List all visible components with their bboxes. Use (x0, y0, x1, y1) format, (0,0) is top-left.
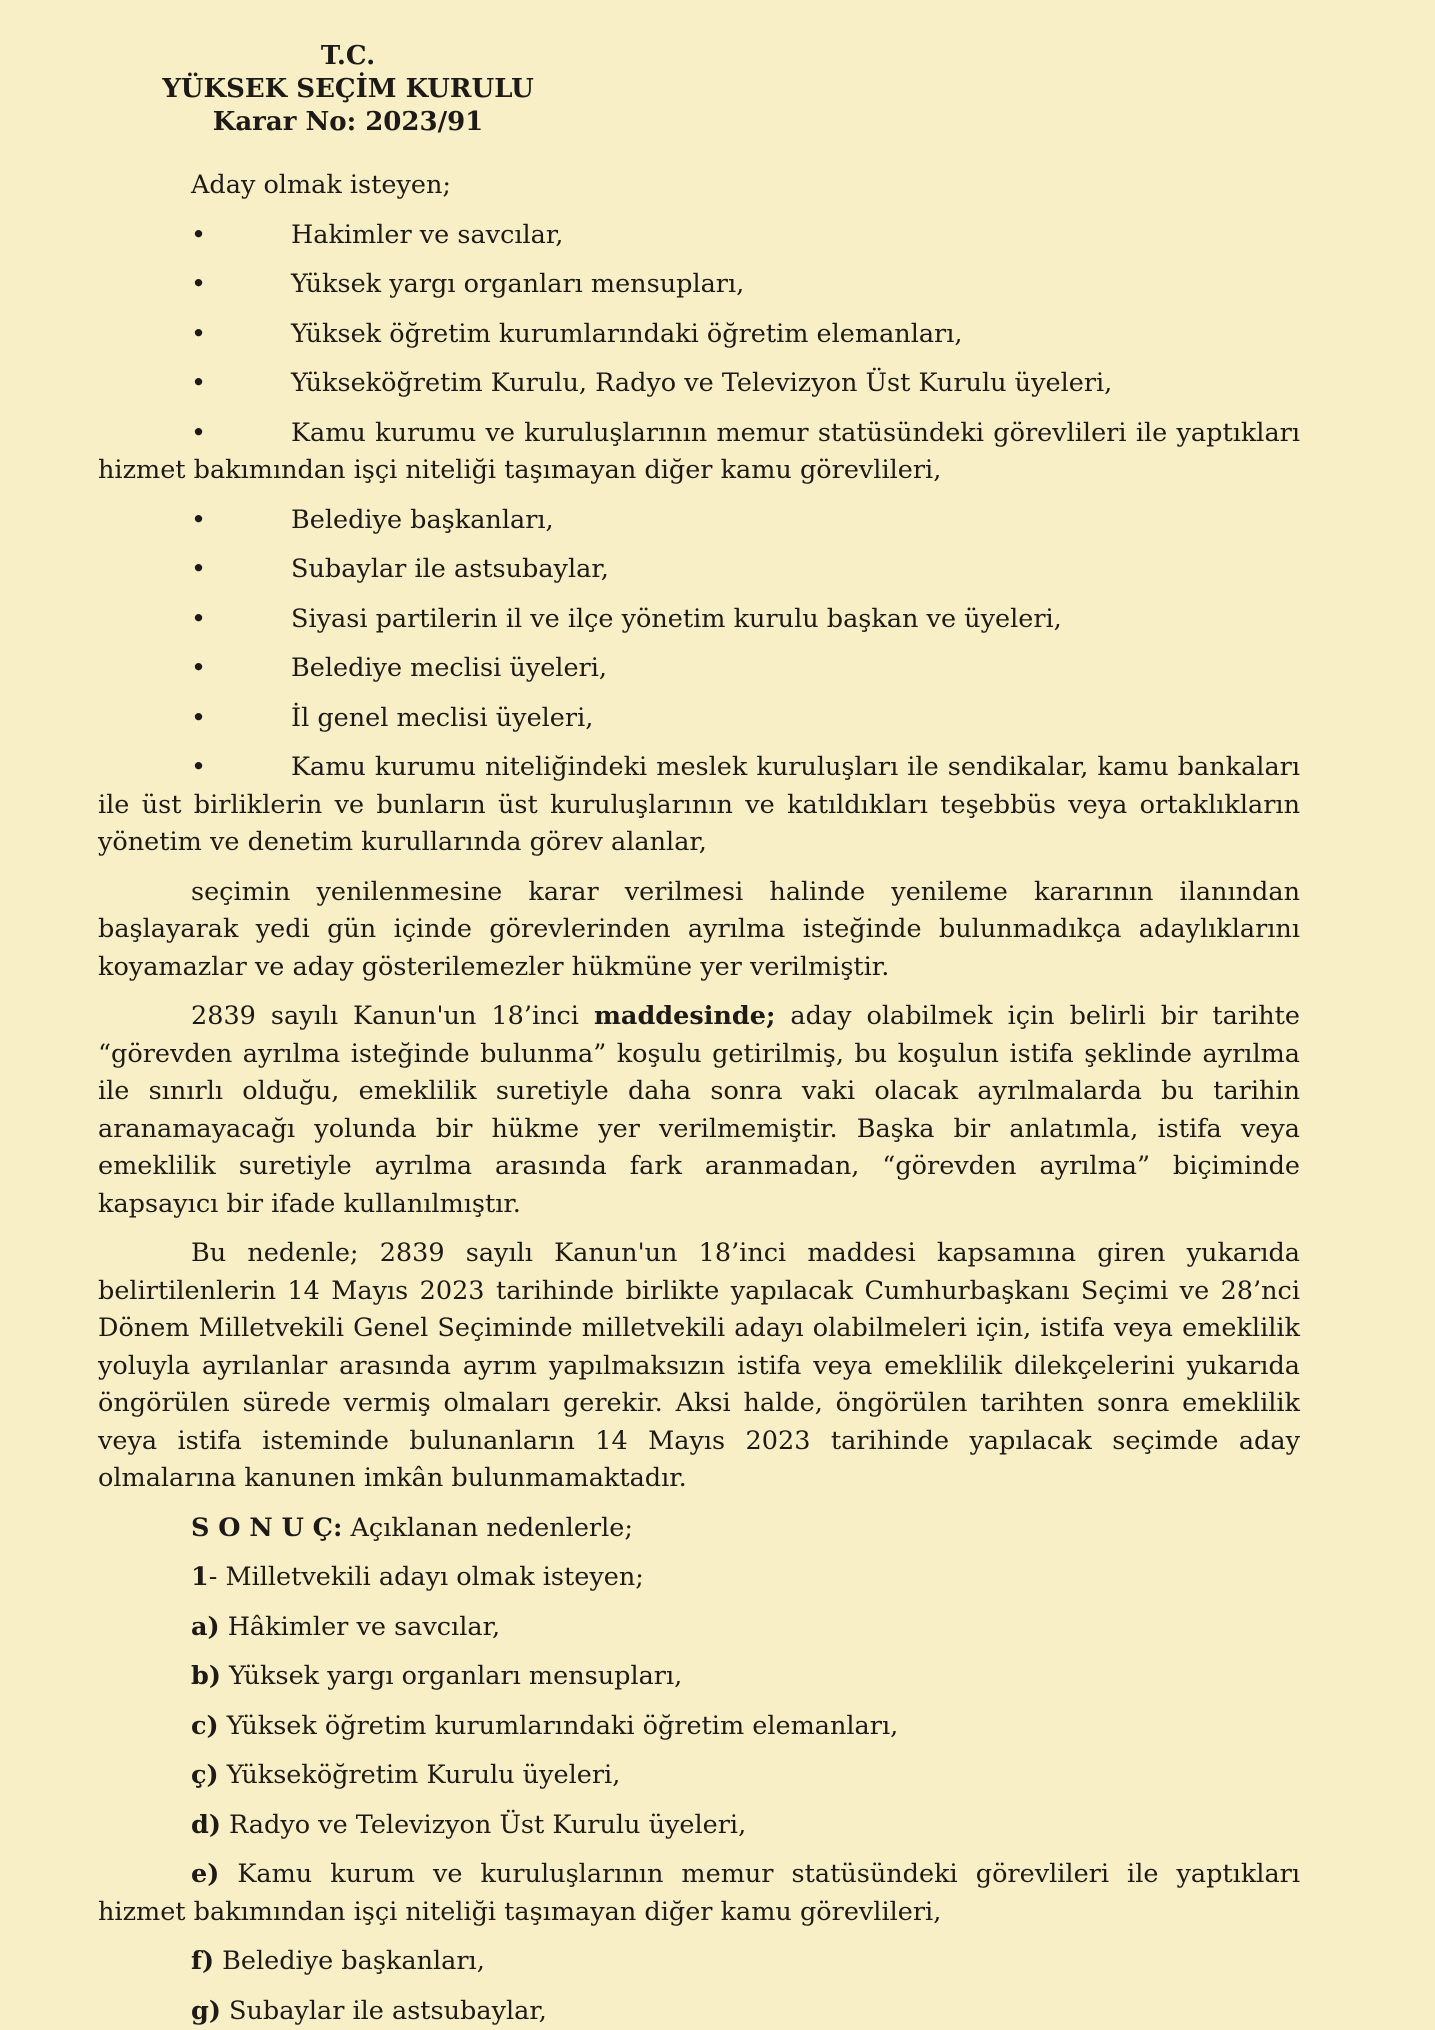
bullet-icon: • (98, 601, 291, 639)
bullet-item: • Yükseköğretim Kurulu, Radyo ve Televizyon Üst Kurulu üyeleri, (98, 365, 1300, 403)
conclusion-label: S O N U Ç: (191, 1513, 342, 1543)
bullet-item: • Subaylar ile astsubaylar, (98, 551, 1300, 589)
bullet-icon: • (98, 551, 291, 589)
sub-item: g) Subaylar ile astsubaylar, (98, 1993, 1300, 2030)
paragraph-law-article: 2839 sayılı Kanun'un 18’inci maddesinde; aday olabilmek için belirli bir tarihte “görevden ayrılma isteğinde bulunma” koşulu getirilmiş, bu koşulun istifa şeklinde ayrılma ile sınırlı olduğu, emeklilik suretiyle daha sonra vaki olacak ayrılmalarda bu tarihin aranamayacağı yolunda bir hükme yer verilmemiştir. Başka bir anlatımla, istifa veya emeklilik suretiyle ayrılma arasında fark aranmadan, “görevden ayrılma” biçiminde kapsayıcı bir ifade kullanılmıştır. (98, 998, 1300, 1223)
sub-item: c) Yüksek öğretim kurumlarındaki öğretim elemanları, (98, 1708, 1300, 1746)
sub-item: d) Radyo ve Televizyon Üst Kurulu üyeleri, (98, 1807, 1300, 1845)
bullet-icon: • (98, 502, 291, 540)
bullet-icon: • (98, 749, 291, 787)
sub-item: ç) Yükseköğretim Kurulu üyeleri, (98, 1757, 1300, 1795)
bullet-icon: • (98, 217, 291, 255)
header-country: T.C. (98, 40, 598, 73)
sub-item: f) Belediye başkanları, (98, 1943, 1300, 1981)
bullet-item: • Belediye başkanları, (98, 502, 1300, 540)
bullet-icon: • (98, 700, 291, 738)
bullet-item: • Belediye meclisi üyeleri, (98, 650, 1300, 688)
bullet-icon: • (98, 316, 291, 354)
intro-text: Aday olmak isteyen; (98, 167, 1300, 205)
paragraph-renewal: seçimin yenilenmesine karar verilmesi halinde yenileme kararının ilanından başlayarak yedi gün içinde görevlerinden ayrılma isteğinde bulunmadıkça adaylıklarını koyamazlar ve aday gösterilemezler hükmüne yer verilmiştir. (98, 874, 1300, 987)
bullet-item: • Siyasi partilerin il ve ilçe yönetim kurulu başkan ve üyeleri, (98, 601, 1300, 639)
decision-item-1: 1- Milletvekili adayı olmak isteyen; (98, 1559, 1300, 1597)
paragraph-reasoning: Bu nedenle; 2839 sayılı Kanun'un 18’inci maddesi kapsamına giren yukarıda belirtilenlerin 14 Mayıs 2023 tarihinde birlikte yapılacak Cumhurbaşkanı Seçimi ve 28’nci Dönem Milletvekili Genel Seçiminde milletvekili adayı olabilmeleri için, istifa veya emeklilik yoluyla ayrılanlar arasında ayrım yapılmaksızın istifa veya emeklilik dilekçelerini yukarıda öngörülen sürede vermiş olmaları gerekir. Aksi halde, öngörülen tarihten sonra emeklilik veya istifa isteminde bulunanların 14 Mayıs 2023 tarihinde yapılacak seçimde aday olmalarına kanunen imkân bulunmamaktadır. (98, 1235, 1300, 1498)
bullet-item: • Kamu kurumu niteliğindeki meslek kuruluşları ile sendikalar, kamu bankaları ile üst birliklerin ve bunların üst kuruluşlarının ve katıldıkları teşebbüs veya ortaklıkların yönetim ve denetim kurullarında görev alanlar, (98, 749, 1300, 862)
sub-item-list (98, 1609, 1300, 2030)
bullet-list (98, 217, 1300, 862)
header-decision-number: Karar No: 2023/91 (98, 106, 598, 139)
header-institution: YÜKSEK SEÇİM KURULU (98, 73, 598, 106)
bullet-item: • Hakimler ve savcılar, (98, 217, 1300, 255)
bullet-item: • Yüksek öğretim kurumlarındaki öğretim elemanları, (98, 316, 1300, 354)
bullet-item: • Yüksek yargı organları mensupları, (98, 266, 1300, 304)
bullet-item: • İl genel meclisi üyeleri, (98, 700, 1300, 738)
bullet-icon: • (98, 266, 291, 304)
document-header (98, 40, 598, 139)
sub-item: e) Kamu kurum ve kuruluşlarının memur statüsündeki görevlileri ile yaptıkları hizmet bakımından işçi niteliği taşımayan diğer kamu görevlileri, (98, 1856, 1300, 1931)
conclusion-heading: S O N U Ç: Açıklanan nedenlerle; (98, 1510, 1300, 1548)
sub-item: a) Hâkimler ve savcılar, (98, 1609, 1300, 1647)
bullet-icon: • (98, 650, 291, 688)
bullet-icon: • (98, 365, 291, 403)
bullet-icon: • (98, 415, 291, 453)
sub-item: b) Yüksek yargı organları mensupları, (98, 1658, 1300, 1696)
bullet-item: • Kamu kurumu ve kuruluşlarının memur statüsündeki görevlileri ile yaptıkları hizmet bakımından işçi niteliği taşımayan diğer kamu görevlileri, (98, 415, 1300, 490)
